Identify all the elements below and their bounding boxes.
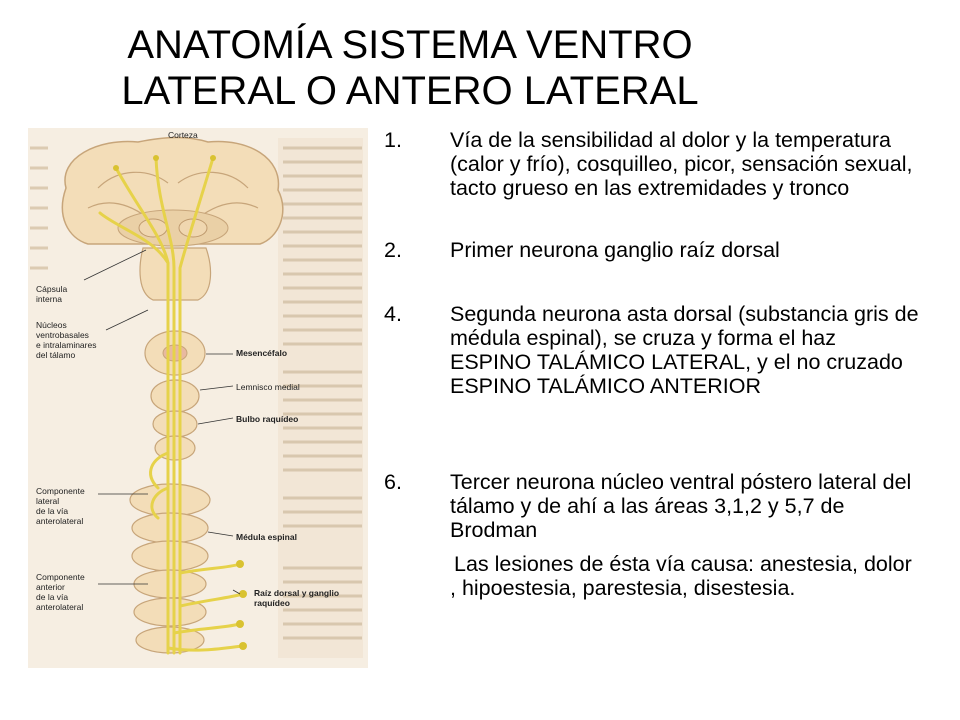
label-raiz-1: Raíz dorsal y ganglio	[254, 588, 340, 598]
list-item-text: Tercer neurona núcleo ventral póstero lateral del tálamo y de ahí a las áreas 3,1,2 y 5,7 de Brodman	[450, 470, 912, 542]
list-item-text: Primer neurona ganglio raíz dorsal	[450, 238, 780, 262]
label-comp-ant-2: anterior	[36, 582, 65, 592]
label-comp-lat-2: lateral	[36, 496, 60, 506]
label-capsula-2: interna	[36, 294, 62, 304]
list-item-number: 2.	[384, 238, 402, 262]
label-comp-ant-1: Componente	[36, 572, 85, 582]
label-comp-lat-3: de la vía	[36, 506, 69, 516]
spinothalamic-pathway-figure	[28, 128, 368, 668]
label-comp-lat-4: anterolateral	[36, 516, 84, 526]
list-item-number: 4.	[384, 302, 402, 326]
label-comp-ant-4: anterolateral	[36, 602, 84, 612]
brain-section	[62, 138, 282, 247]
list-item-text: Vía de la sensibilidad al dolor y la temperatura (calor y frío), cosquilleo, picor, sensación sexual, tacto grueso en las extremidades y tronco	[450, 128, 913, 200]
list-item-number: 1.	[384, 128, 402, 152]
pathway-illustration	[28, 128, 368, 668]
list-item-number: 6.	[384, 470, 402, 494]
label-nucleos-1: Núcleos	[36, 320, 67, 330]
list-item-text: Segunda neurona asta dorsal (substancia gris de médula espinal), se cruza y forma el haz ESPINO TALÁMICO LATERAL, y el no cruzado ESPINO TALÁMICO ANTERIOR	[450, 302, 919, 398]
label-nucleos-3: e intralaminares	[36, 340, 97, 350]
label-corteza: Corteza	[168, 130, 198, 140]
label-medula: Médula espinal	[236, 532, 297, 542]
label-comp-lat-1: Componente	[36, 486, 85, 496]
label-comp-ant-3: de la vía	[36, 592, 69, 602]
label-mesencefalo: Mesencéfalo	[236, 348, 288, 358]
label-capsula-1: Cápsula	[36, 284, 68, 294]
label-nucleos-4: del tálamo	[36, 350, 76, 360]
label-raiz-2: raquídeo	[254, 598, 290, 608]
label-bulbo: Bulbo raquídeo	[236, 414, 299, 424]
label-lemnisco: Lemnisco medial	[236, 382, 300, 392]
lesions-note: Las lesiones de ésta vía causa: anestesia, dolor , hipoestesia, parestesia, disestesia.	[450, 552, 912, 600]
slide-title: ANATOMÍA SISTEMA VENTRO LATERAL O ANTERO LATERAL	[121, 23, 699, 113]
label-nucleos-2: ventrobasales	[36, 330, 89, 340]
